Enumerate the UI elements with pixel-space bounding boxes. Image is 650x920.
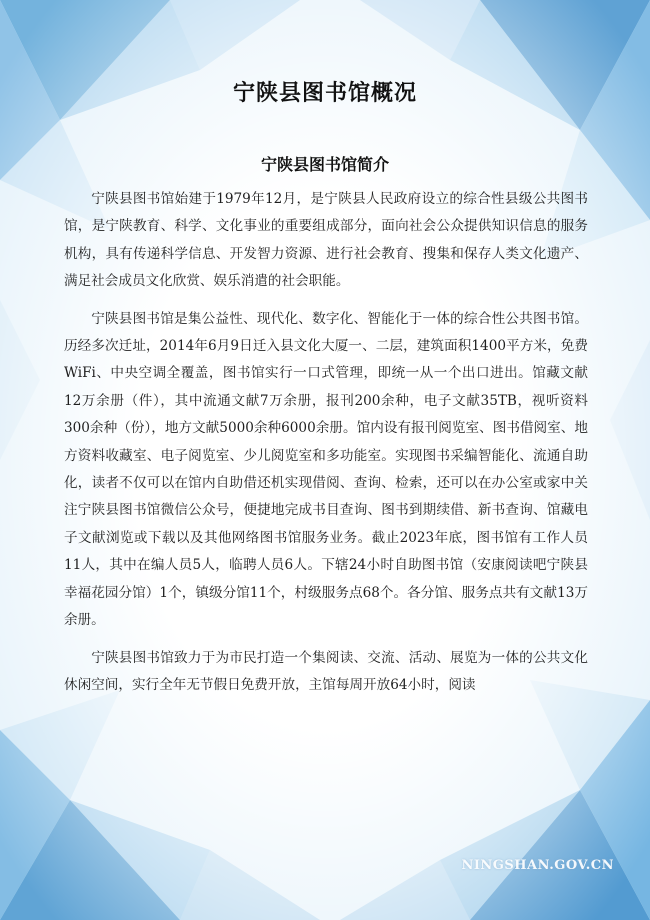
site-watermark: NINGSHAN.GOV.CN — [461, 858, 614, 873]
paragraph-3: 宁陕县图书馆致力于为市民打造一个集阅读、交流、活动、展览为一体的公共文化休闲空间，实行全年无节假日免费开放，主馆每周开放64小时，阅读 — [64, 649, 588, 693]
paragraph-1: 宁陕县图书馆始建于1979年12月，是宁陕县人民政府设立的综合性县级公共图书馆，是宁陕教育、科学、文化事业的重要组成部分，面向社会公众提供知识信息的服务机构，具有传递科学信息、开发智力资源、进行社会教育、搜集和保存人类文化遗产、满足社会成员文化欣赏、娱乐消遣的社会职能。 — [64, 191, 588, 290]
paragraph-2: 宁陕县图书馆是集公益性、现代化、数字化、智能化于一体的综合性公共图书馆。历经多次迁址，2014年6月9日迁入县文化大厦一、二层，建筑面积1400平方米，免费WiFi、中央空调全覆盖，图书馆实行一口式管理，即统一从一个出口进出。馆藏文献12万余册（件），其中流通文献7万余册，报刊200余种，电子文献35TB，视听资料300余种（份），地方文献5000余种6000余册。馆内设有报刊阅览室、图书借阅室、地方资料收藏室、电子阅览室、少儿阅览室和多功能室。实现图书采编智能化、流通自助化，读者不仅可以在馆内自助借还机实现借阅、查询、检索，还可以在办公室或家中关注宁陕县图书馆微信公众号，便捷地完成书目查询、图书到期续借、新书查询、馆藏电子文献浏览或下载以及其他网络图书馆服务业务。截止2023年底，图书馆有工作人员11人，其中在编人员5人，临聘人员6人。下辖24小时自助图书馆（安康阅读吧宁陕县幸福花园分馆）1个，镇级分馆11个，村级服务点68个。各分馆、服务点共有文献13万余册。 — [64, 310, 588, 629]
document-title: 宁陕县图书馆概况 — [232, 80, 417, 106]
section-title: 宁陕县图书馆简介 — [260, 155, 389, 174]
document-body — [64, 186, 588, 709]
